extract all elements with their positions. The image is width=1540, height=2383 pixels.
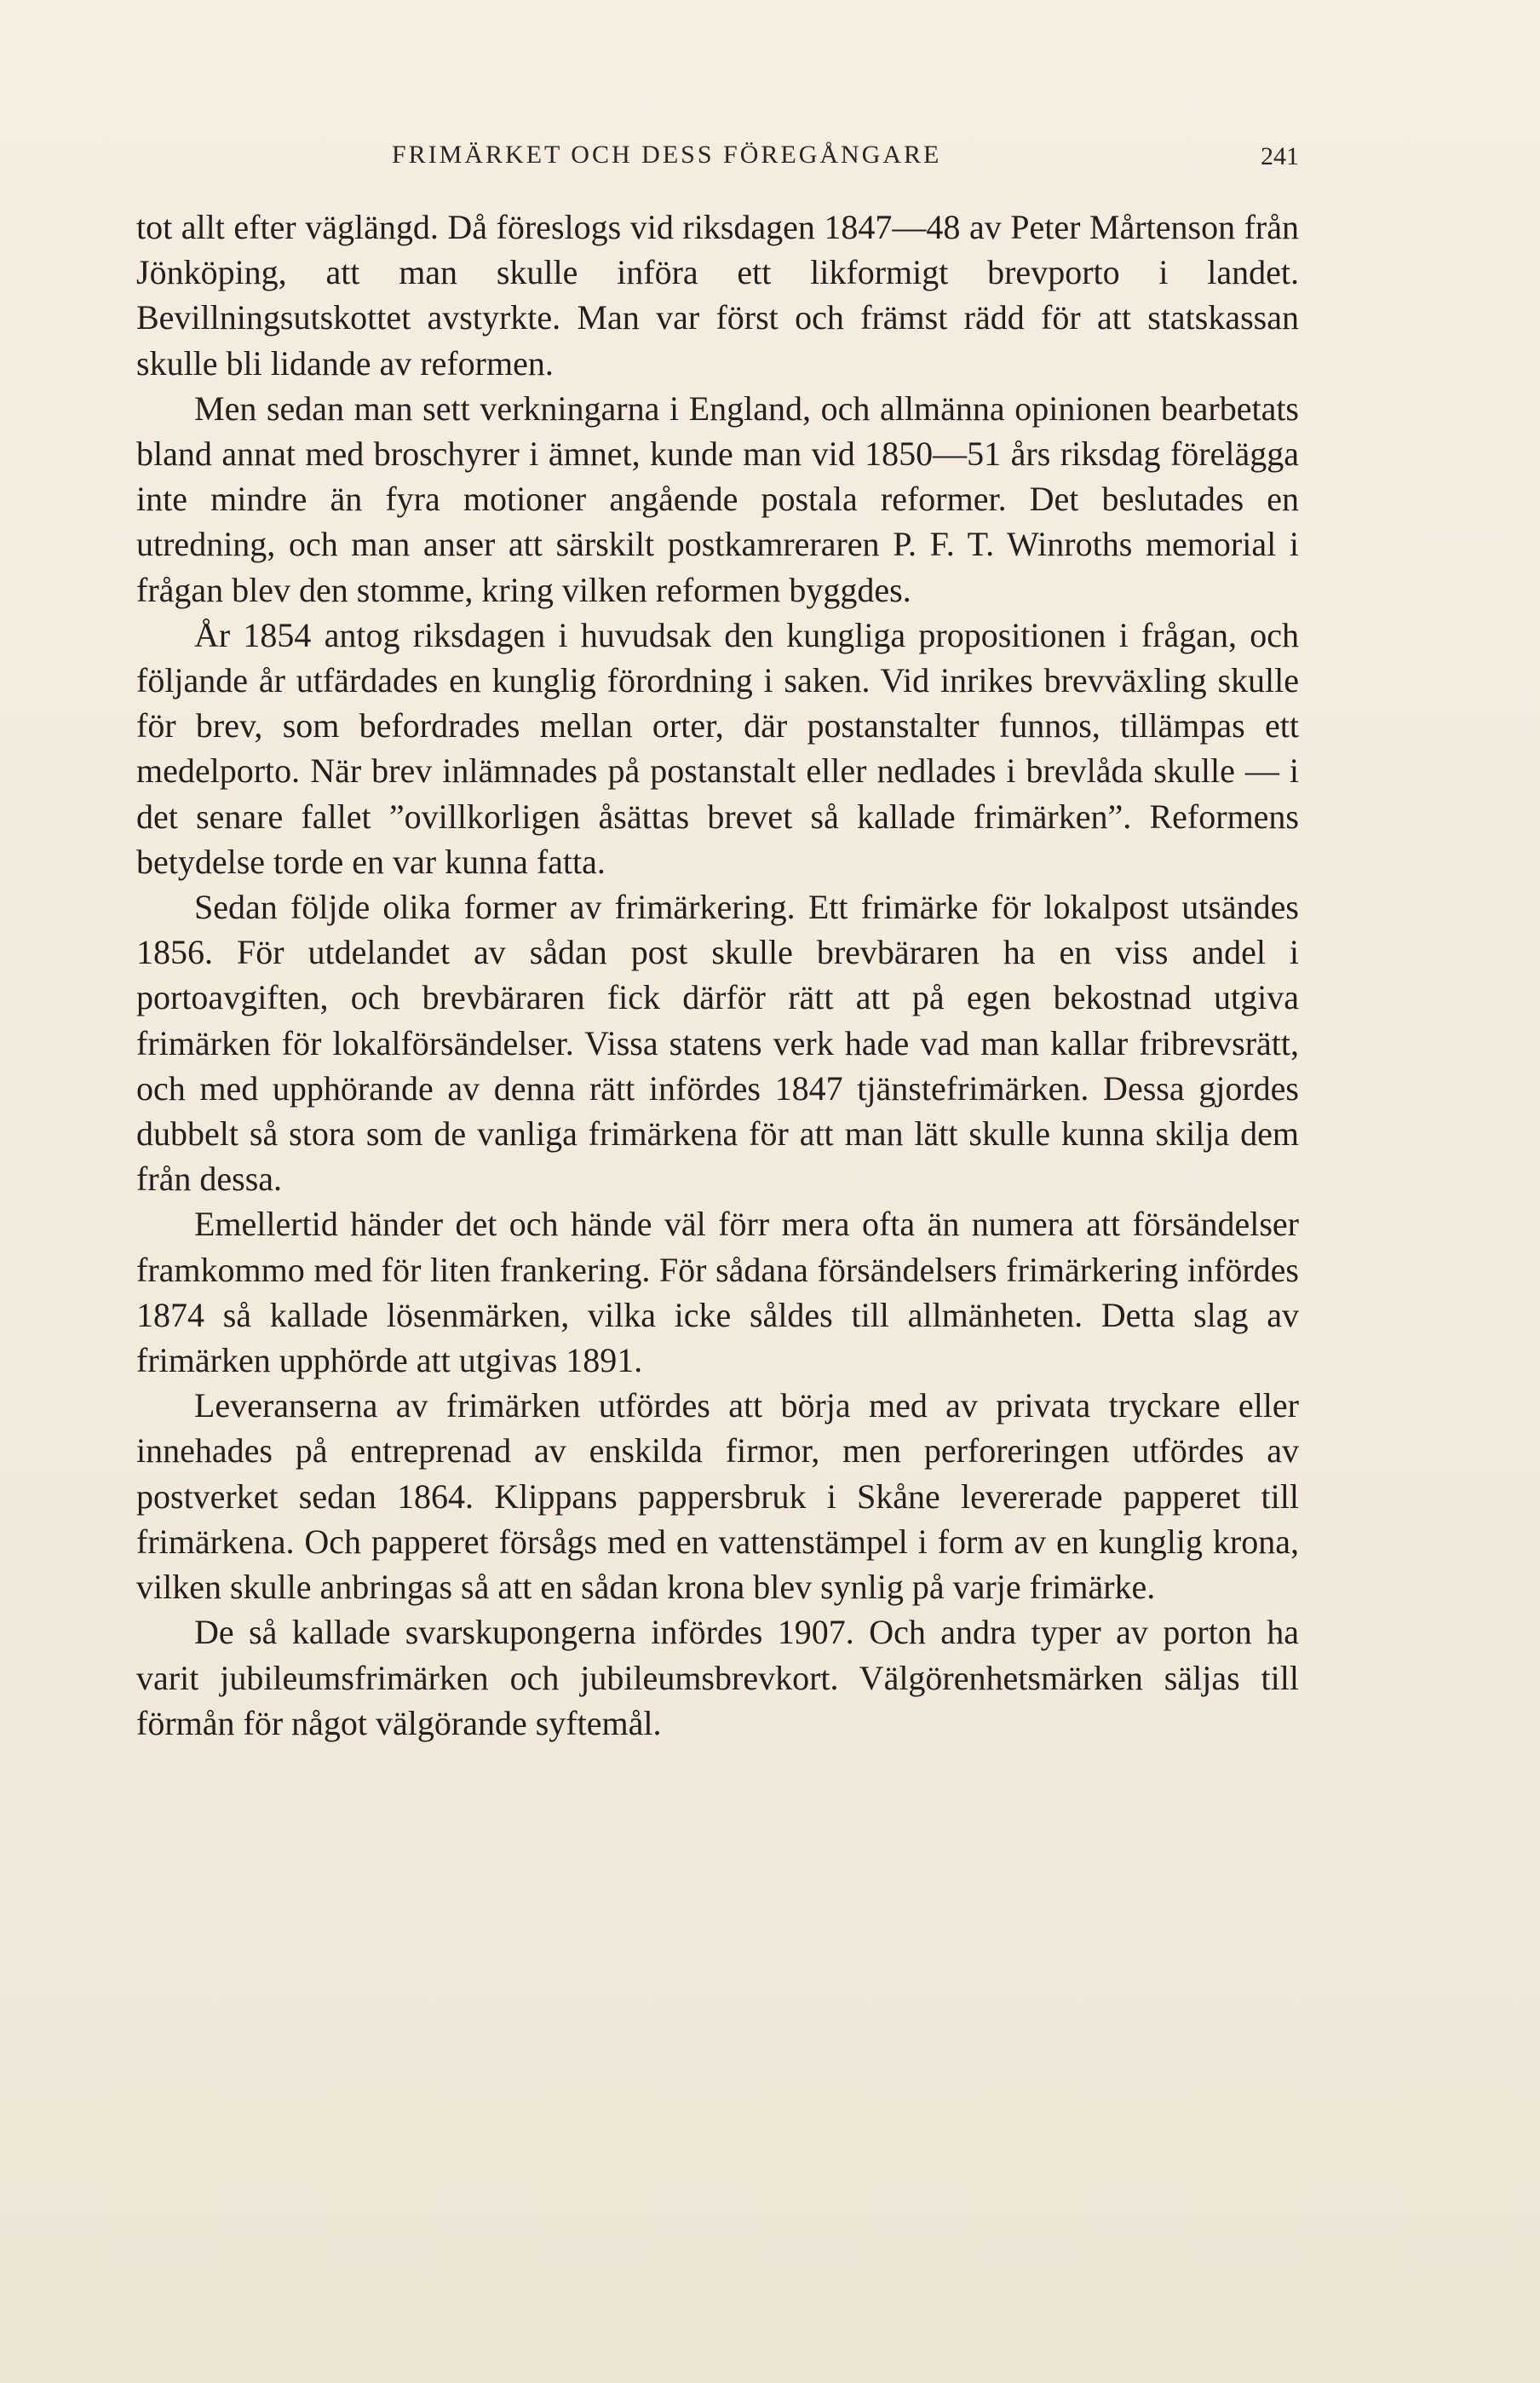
- running-title: FRIMÄRKET OCH DESS FÖREGÅNGARE: [392, 141, 942, 169]
- paragraph-2: Men sedan man sett verkningarna i England, och allmänna opinionen bearbetats bland annat med broschyrer i ämnet, kunde man vid 1850—51 års riksdag förelägga inte mindre än fyra motioner angående postala reformer. Det beslutades en utredning, och man anser att särskilt postkamreraren P. F. T. Winroths memorial i frågan blev den stomme, kring vilken reformen byggdes.: [136, 389, 1299, 609]
- paragraph-1: tot allt efter väglängd. Då föreslogs vid riksdagen 1847—48 av Peter Mårtenson från Jönköping, att man skulle införa ett likformigt brevporto i landet. Bevillningsutskottet avstyrkte. Man var först och främst rädd för att statskassan skulle bli lidande av reformen.: [136, 208, 1299, 383]
- paragraph-6: Leveranserna av frimärken utfördes att börja med av privata tryckare eller innehades på entreprenad av enskilda firmor, men perforeringen utfördes av postverket sedan 1864. Klippans pappersbruk i Skåne levererade papperet till frimärkena. Och papperet försågs med en vattenstämpel i form av en kunglig krona, vilken skulle anbringas så att en sådan krona blev synlig på varje frimärke.: [136, 1386, 1299, 1607]
- body-text: [136, 204, 1299, 1746]
- page-number: 241: [1261, 142, 1299, 170]
- paragraph-4: Sedan följde olika former av frimärkering. Ett frimärke för lokalpost utsändes 1856. För utdelandet av sådan post skulle brevbäraren ha en viss andel i portoavgiften, och brevbäraren fick därför rätt att på egen bekostnad utgiva frimärken för lokalförsändelser. Vissa statens verk hade vad man kallar fribrevsrätt, och med upphörande av denna rätt infördes 1847 tjänstefrimärken. Dessa gjordes dubbelt så stora som de vanliga frimärkena för att man lätt skulle kunna skilja dem från dessa.: [136, 888, 1299, 1199]
- page-header: [136, 132, 1299, 183]
- paragraph-7: De så kallade svarskupongerna infördes 1907. Och andra typer av porton ha varit jubileumsfrimärken och jubileumsbrevkort. Välgörenhetsmärken säljas till förmån för något välgörande syftemål.: [136, 1613, 1299, 1742]
- paragraph-3: År 1854 antog riksdagen i huvudsak den kungliga propositionen i frågan, och följande år utfärdades en kunglig förordning i saken. Vid inrikes brevväxling skulle för brev, som befordrades mellan orter, där postanstalter funnos, tillämpas ett medelporto. När brev inlämnades på postanstalt eller nedlades i brevlåda skulle — i det senare fallet ”ovillkorligen åsättas brevet så kallade frimärken”. Reformens betydelse torde en var kunna fatta.: [136, 615, 1299, 881]
- paragraph-5: Emellertid händer det och hände väl förr mera ofta än numera att försändelser framkommo med för liten frankering. För sådana försändelsers frimärkering infördes 1874 så kallade lösenmärken, vilka icke såldes till allmänheten. Detta slag av frimärken upphörde att utgivas 1891.: [136, 1205, 1299, 1380]
